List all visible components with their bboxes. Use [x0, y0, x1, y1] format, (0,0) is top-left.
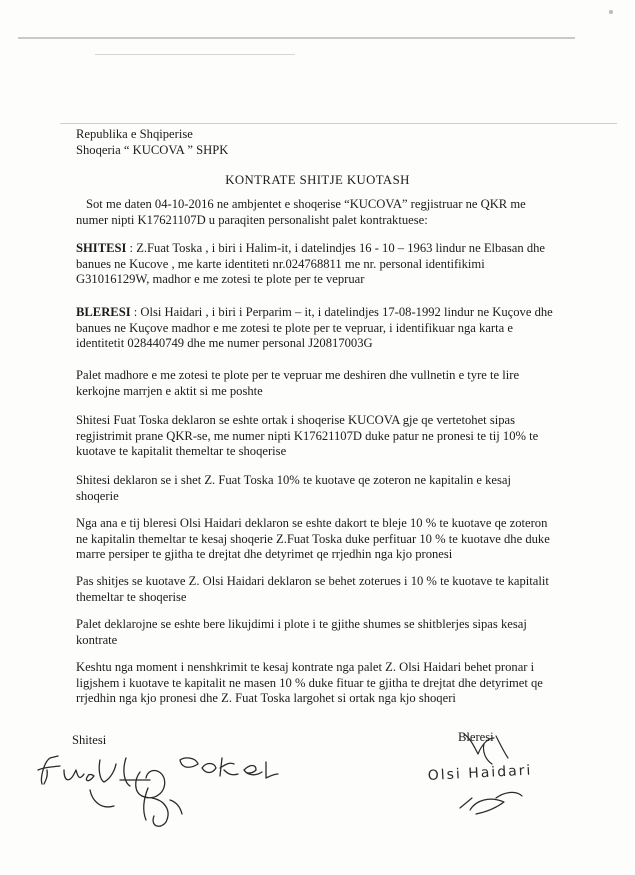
document-header: [76, 126, 228, 158]
document-title: KONTRATE SHITJE KUOTASH: [225, 173, 410, 187]
scan-artifact-line: [18, 37, 575, 39]
buyer-details: : Olsi Haidari , i biri i Perparim – it, i datelindjes 17-08-1992 lindur ne Kuçove dhe banues ne Kuçove madhor e me zotesi te plote per te vepruar, i identifikuar nga karta e identitetit 028440749 dhe me numer personal J20817003G: [76, 305, 553, 351]
seller-details: : Z.Fuat Toska , i biri i Halim-it, i datelindjes 16 - 10 – 1963 lindur ne Elbasan dhe banues ne Kucove , me karte identiteti nr.024768811 me nr. personal identifikimi G31016129W, madhor e me zotesi te plote per te vepruar: [76, 241, 546, 287]
buyer-label: BLERESI: [76, 305, 131, 319]
scan-artifact-dot: [609, 10, 613, 14]
seller-signature-label: Shitesi: [72, 733, 107, 747]
seller-label: SHITESI: [76, 241, 127, 255]
company-line: Shoqeria “ KUCOVA ” SHPK: [76, 143, 229, 157]
paragraph-payment: Palet deklarojne se eshte bere likujdimi i plote i te gjithe shumes se shitblerjes sipas kesaj kontrate: [76, 617, 527, 647]
buyer-signature: [400, 730, 590, 830]
paragraph-parties-intent: Palet madhore e me zotesi te plote per te vepruar me deshiren dhe vullnetin e tyre te lire kerkojne marrjen e aktit si me poshte: [76, 368, 520, 398]
paragraph-ownership: Pas shitjes se kuotave Z. Olsi Haidari deklaron se behet zoterues i 10 % te kuotave te kapitalit themeltar te shoqerise: [76, 574, 549, 604]
scan-artifact-line: [95, 54, 295, 55]
seller-signature: [30, 740, 290, 840]
paragraph-transfer: Keshtu nga moment i nenshkrimit te kesaj kontrate nga palet Z. Olsi Haidari behet pronar i ligjshem i kuotave te kapitalit ne masen 10 % duke fituar te gjitha te drejtat dhe detyrimet qe rrjedhin nga kjo pronesi dhe Z. Fuat Toska largohet si ortak nga kjo shoqeri: [76, 660, 543, 706]
buyer-handwritten-name: Olsi Haidari: [427, 762, 533, 784]
seller-paragraph: [76, 241, 554, 288]
paragraph-buyer-declaration: Nga ana e tij bleresi Olsi Haidari deklaron se eshte dakort te bleje 10 % te kuotave qe zoteron ne kapitalin themeltar te kesaj shoqerie Z.Fuat Toska duke perfituar 10 % te kuotave dhe duke marre persiper te gjitha te drejtat dhe detyrimet qe rrjedhin nga kjo pronesi: [76, 516, 550, 562]
paragraph-seller-declaration: Shitesi Fuat Toska deklaron se eshte ortak i shoqerise KUCOVA gje qe vertetohet sipas regjistrimit prane QKR-se, me numer nipti K17621107D duke patur ne pronesi te tij 10% te kuotave te kapitalit themeltar te shoqerise: [76, 413, 539, 459]
paragraph-sale-statement: Shitesi deklaron se i shet Z. Fuat Toska 10% te kuotave qe zoteron ne kapitalin e kesaj shoqerie: [76, 473, 512, 503]
buyer-signature-label: Bleresi: [458, 730, 494, 744]
scan-artifact-line: [60, 123, 617, 124]
republic-line: Republika e Shqiperise: [76, 127, 193, 141]
buyer-paragraph: [76, 305, 554, 352]
intro-paragraph: Sot me daten 04-10-2016 ne ambjentet e shoqerise “KUCOVA” regjistruar ne QKR me numer nipti K17621107D u paraqiten personalisht palet kontraktuese:: [76, 197, 526, 227]
